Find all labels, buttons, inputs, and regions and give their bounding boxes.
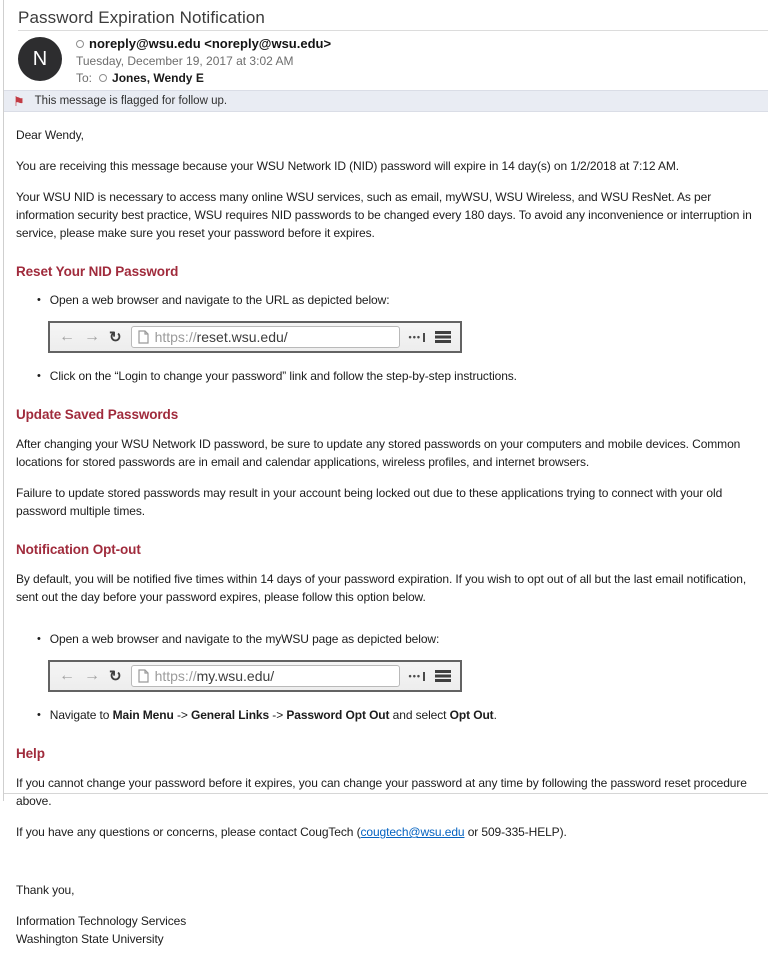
email-link[interactable]: cougtech@wsu.edu <box>360 825 465 839</box>
text-run: or 509-335-HELP). <box>464 825 567 839</box>
text-run: -> <box>173 708 191 722</box>
body-paragraph <box>16 188 756 242</box>
text-run: Open a web browser and navigate to the myWSU page as depicted below: <box>49 632 440 646</box>
body-paragraph <box>16 881 756 899</box>
bold-text: Main Menu <box>112 708 174 722</box>
text-run: Click on the “Login to change your password” link and follow the step-by-step instructions. <box>49 369 517 383</box>
overflow-bar-glyph <box>423 333 425 342</box>
forward-arrow-icon: → <box>84 328 100 345</box>
text-run: -> <box>269 708 287 722</box>
body-paragraph <box>16 912 756 948</box>
reload-icon: ↻ <box>109 667 122 685</box>
text-run: Navigate to <box>49 708 113 722</box>
text-run: After changing your WSU Network ID password, be sure to update any stored passwords on your computers and mobile devices. Common locations for stored passwords are in email and calendar applications, wireless profiles, and internet browsers. <box>16 437 741 469</box>
date-row <box>76 54 331 68</box>
flag-banner-text: This message is flagged for follow up. <box>34 95 228 107</box>
bullet-dot-icon <box>37 630 41 648</box>
browser-bar-depiction <box>48 660 462 692</box>
body-paragraph <box>16 157 756 175</box>
section-heading: Notification Opt-out <box>16 542 141 557</box>
from-row[interactable] <box>76 36 331 51</box>
overflow-dots-icon <box>409 333 425 342</box>
bullet-dot-icon <box>37 706 41 724</box>
back-arrow-icon: ← <box>59 667 75 684</box>
url-scheme: https:// <box>154 329 197 345</box>
body-paragraph <box>16 435 756 471</box>
text-run: You are receiving this message because your WSU Network ID (NID) password will expire in 14 day(s) on 1/2/2018 at 7:12 AM. <box>16 159 680 173</box>
bold-text: Password Opt Out <box>286 708 390 722</box>
text-run: Your WSU NID is necessary to access many online WSU services, such as email, myWSU, WSU Wireless, and WSU ResNet. As per information security best practice, WSU requires NID passwords to be changed every 180 days. To avoid any inconvenience or interruption in service, please make sure you reset your password before it expires. <box>16 190 752 240</box>
overflow-dots-icon <box>409 672 425 681</box>
bullet-text <box>50 291 390 309</box>
document-icon <box>138 330 149 344</box>
section-heading: Reset Your NID Password <box>16 264 179 279</box>
subject-divider <box>18 30 768 31</box>
bullet-item <box>37 706 756 724</box>
address-bar <box>131 326 400 348</box>
email-subject: Password Expiration Notification <box>18 8 265 27</box>
text-run: Dear Wendy, <box>16 128 84 142</box>
url-host: my.wsu.edu/ <box>196 668 275 684</box>
section-heading: Help <box>16 746 45 761</box>
text-run: . <box>493 708 497 722</box>
bold-text: General Links <box>191 708 270 722</box>
bullet-dot-icon <box>37 367 41 385</box>
bullet-item <box>37 291 756 309</box>
text-run: By default, you will be notified five times within 14 days of your password expiration. If you wish to opt out of all but the last email notification, sent out the day before your password expires, please follow this option below. <box>16 572 747 604</box>
body-paragraph <box>16 774 756 810</box>
overflow-bar-glyph <box>423 672 425 681</box>
to-row[interactable] <box>76 71 331 85</box>
email-date: Tuesday, December 19, 2017 at 3:02 AM <box>76 54 294 68</box>
menu-hamburger-icon <box>435 670 451 682</box>
to-label: To: <box>76 71 93 85</box>
back-arrow-icon: ← <box>59 328 75 345</box>
forward-arrow-icon: → <box>84 667 100 684</box>
flag-banner <box>4 90 768 112</box>
bullet-text <box>50 706 497 724</box>
text-run: and select <box>389 708 450 722</box>
text-run: Open a web browser and navigate to the URL as depicted below: <box>49 293 390 307</box>
body-paragraph <box>16 484 756 520</box>
bullet-text <box>50 630 439 648</box>
overflow-dots-glyph: ••• <box>408 670 421 681</box>
email-body <box>4 112 768 961</box>
text-run: Thank you, <box>16 883 75 897</box>
bullet-dot-icon <box>37 291 41 309</box>
flag-icon: ⚑ <box>13 93 25 109</box>
reload-icon: ↻ <box>109 328 122 346</box>
text-run: Washington State University <box>16 932 164 946</box>
url-host: reset.wsu.edu/ <box>196 329 288 345</box>
document-icon <box>138 669 149 683</box>
text-run: Failure to update stored passwords may result in your account being locked out due to these applications trying to connect with your old password multiple times. <box>16 486 723 518</box>
presence-ring-icon <box>99 74 107 82</box>
menu-hamburger-icon <box>435 331 451 343</box>
body-paragraph <box>16 823 756 841</box>
recipient-name[interactable]: Jones, Wendy E <box>112 71 204 85</box>
overflow-dots-glyph: ••• <box>408 331 421 342</box>
sender-address[interactable]: noreply@wsu.edu <noreply@wsu.edu> <box>89 36 332 51</box>
presence-ring-icon <box>76 40 84 48</box>
bullet-item <box>37 630 756 648</box>
url-scheme: https:// <box>154 668 197 684</box>
section-heading: Update Saved Passwords <box>16 407 179 422</box>
bold-text: Opt Out <box>449 708 494 722</box>
text-run: Information Technology Services <box>16 914 187 928</box>
text-run: If you cannot change your password before it expires, you can change your password at any time by following the password reset procedure above. <box>16 776 747 808</box>
bullet-text <box>50 367 517 385</box>
browser-bar-depiction <box>48 321 462 353</box>
address-bar <box>131 665 400 687</box>
body-paragraph <box>16 126 756 144</box>
body-paragraph <box>16 570 756 606</box>
text-run: If you have any questions or concerns, please contact CougTech ( <box>16 825 361 839</box>
bullet-item <box>37 367 756 385</box>
sender-avatar[interactable]: N <box>18 37 62 81</box>
